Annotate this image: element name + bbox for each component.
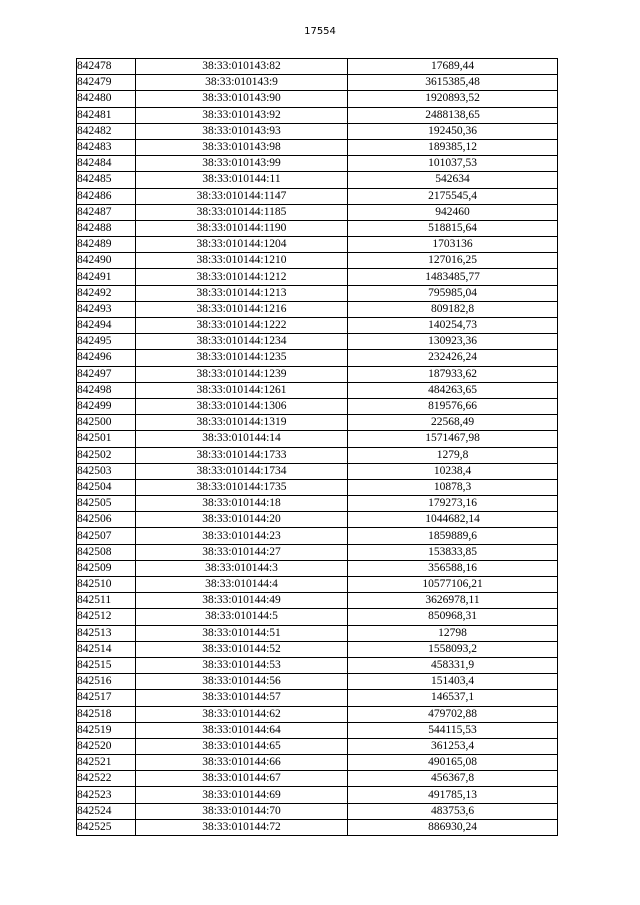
table-row	[77, 253, 558, 269]
table-row	[77, 674, 558, 690]
row-number-cell: 842506	[77, 512, 136, 528]
table-row	[77, 496, 558, 512]
cadastral-number-cell: 38:33:010144:1239	[136, 366, 348, 382]
table-row	[77, 172, 558, 188]
value-cell: 1571467,98	[348, 431, 558, 447]
table-row	[77, 528, 558, 544]
row-number-cell: 842492	[77, 285, 136, 301]
cadastral-number-cell: 38:33:010144:1319	[136, 415, 348, 431]
row-number-cell: 842480	[77, 91, 136, 107]
row-number-cell: 842483	[77, 139, 136, 155]
row-number-cell: 842503	[77, 463, 136, 479]
table-row	[77, 237, 558, 253]
table-row	[77, 156, 558, 172]
value-cell: 140254,73	[348, 318, 558, 334]
value-cell: 1483485,77	[348, 269, 558, 285]
value-cell: 192450,36	[348, 123, 558, 139]
row-number-cell: 842510	[77, 577, 136, 593]
value-cell: 189385,12	[348, 139, 558, 155]
value-cell: 361253,4	[348, 738, 558, 754]
table-row	[77, 91, 558, 107]
cadastral-number-cell: 38:33:010144:67	[136, 771, 348, 787]
value-cell: 542634	[348, 172, 558, 188]
row-number-cell: 842496	[77, 350, 136, 366]
cadastral-number-cell: 38:33:010144:1306	[136, 398, 348, 414]
row-number-cell: 842507	[77, 528, 136, 544]
cadastral-number-cell: 38:33:010143:98	[136, 139, 348, 155]
value-cell: 356588,16	[348, 560, 558, 576]
page-number: 17554	[304, 26, 336, 37]
table-row	[77, 641, 558, 657]
row-number-cell: 842521	[77, 755, 136, 771]
cadastral-number-cell: 38:33:010143:92	[136, 107, 348, 123]
cadastral-number-cell: 38:33:010144:57	[136, 690, 348, 706]
row-number-cell: 842501	[77, 431, 136, 447]
cadastral-number-cell: 38:33:010144:1212	[136, 269, 348, 285]
cadastral-number-cell: 38:33:010144:72	[136, 819, 348, 835]
table-row	[77, 609, 558, 625]
cadastral-number-cell: 38:33:010144:18	[136, 496, 348, 512]
cadastral-number-cell: 38:33:010144:1210	[136, 253, 348, 269]
row-number-cell: 842478	[77, 59, 136, 75]
table-row	[77, 657, 558, 673]
row-number-cell: 842508	[77, 544, 136, 560]
cadastral-number-cell: 38:33:010144:1235	[136, 350, 348, 366]
cadastral-number-cell: 38:33:010144:1213	[136, 285, 348, 301]
table-row	[77, 819, 558, 835]
table-row	[77, 382, 558, 398]
row-number-cell: 842523	[77, 787, 136, 803]
row-number-cell: 842504	[77, 479, 136, 495]
cadastral-number-cell: 38:33:010144:1234	[136, 334, 348, 350]
table-row	[77, 447, 558, 463]
value-cell: 544115,53	[348, 722, 558, 738]
cadastral-number-cell: 38:33:010144:3	[136, 560, 348, 576]
cadastral-number-cell: 38:33:010144:1222	[136, 318, 348, 334]
cadastral-number-cell: 38:33:010144:1185	[136, 204, 348, 220]
table-row	[77, 787, 558, 803]
value-cell: 127016,25	[348, 253, 558, 269]
row-number-cell: 842513	[77, 625, 136, 641]
table-row	[77, 479, 558, 495]
value-cell: 3626978,11	[348, 593, 558, 609]
value-cell: 491785,13	[348, 787, 558, 803]
cadastral-number-cell: 38:33:010144:11	[136, 172, 348, 188]
table-row	[77, 706, 558, 722]
row-number-cell: 842498	[77, 382, 136, 398]
table-row	[77, 59, 558, 75]
value-cell: 850968,31	[348, 609, 558, 625]
row-number-cell: 842519	[77, 722, 136, 738]
row-number-cell: 842512	[77, 609, 136, 625]
registry-table	[76, 58, 558, 836]
table-row	[77, 301, 558, 317]
row-number-cell: 842525	[77, 819, 136, 835]
table-row	[77, 415, 558, 431]
row-number-cell: 842524	[77, 803, 136, 819]
cadastral-number-cell: 38:33:010144:70	[136, 803, 348, 819]
cadastral-number-cell: 38:33:010144:27	[136, 544, 348, 560]
value-cell: 518815,64	[348, 220, 558, 236]
cadastral-number-cell: 38:33:010143:99	[136, 156, 348, 172]
table-row	[77, 123, 558, 139]
cadastral-number-cell: 38:33:010143:93	[136, 123, 348, 139]
cadastral-number-cell: 38:33:010144:62	[136, 706, 348, 722]
table-row	[77, 738, 558, 754]
row-number-cell: 842493	[77, 301, 136, 317]
row-number-cell: 842479	[77, 75, 136, 91]
table-row	[77, 334, 558, 350]
table-row	[77, 366, 558, 382]
row-number-cell: 842482	[77, 123, 136, 139]
cadastral-number-cell: 38:33:010144:5	[136, 609, 348, 625]
row-number-cell: 842522	[77, 771, 136, 787]
table-row	[77, 75, 558, 91]
table-row	[77, 625, 558, 641]
cadastral-number-cell: 38:33:010144:1190	[136, 220, 348, 236]
row-number-cell: 842505	[77, 496, 136, 512]
row-number-cell: 842500	[77, 415, 136, 431]
value-cell: 179273,16	[348, 496, 558, 512]
row-number-cell: 842486	[77, 188, 136, 204]
value-cell: 2488138,65	[348, 107, 558, 123]
cadastral-number-cell: 38:33:010144:51	[136, 625, 348, 641]
value-cell: 795985,04	[348, 285, 558, 301]
row-number-cell: 842495	[77, 334, 136, 350]
table-row	[77, 188, 558, 204]
value-cell: 458331,9	[348, 657, 558, 673]
row-number-cell: 842488	[77, 220, 136, 236]
value-cell: 484263,65	[348, 382, 558, 398]
table-row	[77, 269, 558, 285]
value-cell: 490165,08	[348, 755, 558, 771]
value-cell: 10577106,21	[348, 577, 558, 593]
table-row	[77, 463, 558, 479]
cadastral-number-cell: 38:33:010144:49	[136, 593, 348, 609]
table-row	[77, 107, 558, 123]
cadastral-number-cell: 38:33:010144:14	[136, 431, 348, 447]
value-cell: 187933,62	[348, 366, 558, 382]
value-cell: 130923,36	[348, 334, 558, 350]
value-cell: 1859889,6	[348, 528, 558, 544]
value-cell: 886930,24	[348, 819, 558, 835]
row-number-cell: 842489	[77, 237, 136, 253]
row-number-cell: 842520	[77, 738, 136, 754]
cadastral-number-cell: 38:33:010144:53	[136, 657, 348, 673]
table-row	[77, 512, 558, 528]
row-number-cell: 842499	[77, 398, 136, 414]
cadastral-number-cell: 38:33:010143:90	[136, 91, 348, 107]
value-cell: 942460	[348, 204, 558, 220]
cadastral-number-cell: 38:33:010144:4	[136, 577, 348, 593]
cadastral-number-cell: 38:33:010144:1733	[136, 447, 348, 463]
value-cell: 153833,85	[348, 544, 558, 560]
value-cell: 483753,6	[348, 803, 558, 819]
row-number-cell: 842485	[77, 172, 136, 188]
row-number-cell: 842497	[77, 366, 136, 382]
value-cell: 809182,8	[348, 301, 558, 317]
registry-table-body	[77, 59, 558, 836]
row-number-cell: 842509	[77, 560, 136, 576]
value-cell: 1703136	[348, 237, 558, 253]
value-cell: 22568,49	[348, 415, 558, 431]
value-cell: 479702,88	[348, 706, 558, 722]
table-row	[77, 285, 558, 301]
cadastral-number-cell: 38:33:010144:1147	[136, 188, 348, 204]
value-cell: 1279,8	[348, 447, 558, 463]
table-row	[77, 204, 558, 220]
value-cell: 151403,4	[348, 674, 558, 690]
value-cell: 146537,1	[348, 690, 558, 706]
table-row	[77, 755, 558, 771]
cadastral-number-cell: 38:33:010144:20	[136, 512, 348, 528]
row-number-cell: 842514	[77, 641, 136, 657]
row-number-cell: 842515	[77, 657, 136, 673]
value-cell: 10238,4	[348, 463, 558, 479]
value-cell: 1044682,14	[348, 512, 558, 528]
row-number-cell: 842502	[77, 447, 136, 463]
value-cell: 12798	[348, 625, 558, 641]
cadastral-number-cell: 38:33:010144:1734	[136, 463, 348, 479]
value-cell: 456367,8	[348, 771, 558, 787]
value-cell: 101037,53	[348, 156, 558, 172]
row-number-cell: 842511	[77, 593, 136, 609]
row-number-cell: 842487	[77, 204, 136, 220]
row-number-cell: 842494	[77, 318, 136, 334]
cadastral-number-cell: 38:33:010144:65	[136, 738, 348, 754]
row-number-cell: 842490	[77, 253, 136, 269]
table-row	[77, 803, 558, 819]
table-row	[77, 398, 558, 414]
table-row	[77, 544, 558, 560]
cadastral-number-cell: 38:33:010144:1261	[136, 382, 348, 398]
cadastral-number-cell: 38:33:010144:64	[136, 722, 348, 738]
table-row	[77, 560, 558, 576]
cadastral-number-cell: 38:33:010144:69	[136, 787, 348, 803]
table-row	[77, 350, 558, 366]
value-cell: 1920893,52	[348, 91, 558, 107]
table-row	[77, 139, 558, 155]
cadastral-number-cell: 38:33:010144:56	[136, 674, 348, 690]
row-number-cell: 842516	[77, 674, 136, 690]
row-number-cell: 842484	[77, 156, 136, 172]
value-cell: 17689,44	[348, 59, 558, 75]
value-cell: 10878,3	[348, 479, 558, 495]
table-row	[77, 577, 558, 593]
cadastral-number-cell: 38:33:010144:1204	[136, 237, 348, 253]
cadastral-number-cell: 38:33:010144:1735	[136, 479, 348, 495]
cadastral-number-cell: 38:33:010144:1216	[136, 301, 348, 317]
cadastral-number-cell: 38:33:010144:52	[136, 641, 348, 657]
row-number-cell: 842481	[77, 107, 136, 123]
table-row	[77, 771, 558, 787]
table-row	[77, 431, 558, 447]
row-number-cell: 842517	[77, 690, 136, 706]
table-row	[77, 722, 558, 738]
row-number-cell: 842518	[77, 706, 136, 722]
value-cell: 1558093,2	[348, 641, 558, 657]
cadastral-number-cell: 38:33:010144:23	[136, 528, 348, 544]
cadastral-number-cell: 38:33:010143:9	[136, 75, 348, 91]
value-cell: 819576,66	[348, 398, 558, 414]
table-row	[77, 593, 558, 609]
table-row	[77, 220, 558, 236]
value-cell: 2175545,4	[348, 188, 558, 204]
value-cell: 3615385,48	[348, 75, 558, 91]
cadastral-number-cell: 38:33:010144:66	[136, 755, 348, 771]
cadastral-number-cell: 38:33:010143:82	[136, 59, 348, 75]
table-row	[77, 690, 558, 706]
table-row	[77, 318, 558, 334]
value-cell: 232426,24	[348, 350, 558, 366]
row-number-cell: 842491	[77, 269, 136, 285]
